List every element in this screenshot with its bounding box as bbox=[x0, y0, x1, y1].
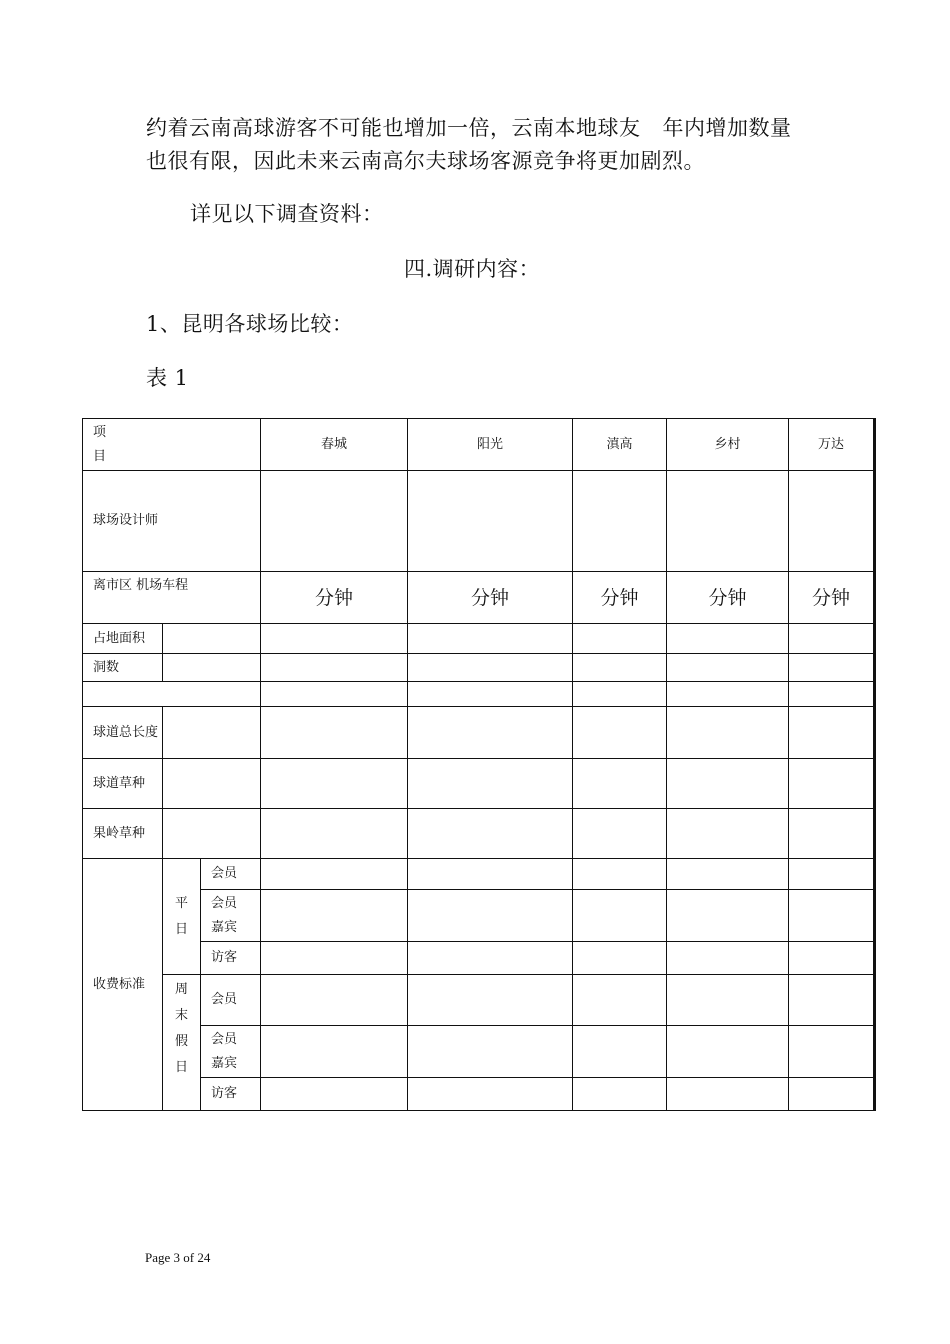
table-row bbox=[83, 759, 875, 809]
table-cell: 分钟 bbox=[408, 572, 573, 624]
header-course: 滇高 bbox=[573, 419, 667, 471]
table-cell: 分钟 bbox=[261, 572, 408, 624]
table-row bbox=[83, 975, 875, 1026]
table-cell bbox=[261, 682, 408, 707]
header-course: 乡村 bbox=[667, 419, 789, 471]
weekend-label: 周 末 假 日 bbox=[163, 975, 201, 1111]
table-cell bbox=[667, 759, 789, 809]
table-cell: 分钟 bbox=[667, 572, 789, 624]
table-cell bbox=[573, 942, 667, 975]
intro-line-1: 约着云南高球游客不可能也增加一倍，云南本地球友 年内增加数量 bbox=[146, 116, 792, 140]
table-cell bbox=[408, 759, 573, 809]
row-label: 会员 嘉宾 bbox=[201, 1026, 261, 1078]
header-course: 春城 bbox=[261, 419, 408, 471]
table-cell bbox=[667, 1026, 789, 1078]
table-cell bbox=[789, 890, 875, 942]
table-cell bbox=[261, 859, 408, 890]
table-cell bbox=[408, 859, 573, 890]
table-caption: 表 1 bbox=[146, 366, 189, 390]
table-cell bbox=[408, 624, 573, 654]
table-cell bbox=[789, 682, 875, 707]
table-cell bbox=[667, 471, 789, 572]
table-cell bbox=[408, 942, 573, 975]
table-row bbox=[83, 1078, 875, 1111]
table-cell bbox=[163, 624, 261, 654]
table-cell bbox=[789, 975, 875, 1026]
table-cell bbox=[667, 890, 789, 942]
table-row bbox=[83, 890, 875, 942]
table-cell bbox=[573, 1078, 667, 1111]
table-cell bbox=[261, 707, 408, 759]
table-cell bbox=[789, 759, 875, 809]
table-cell bbox=[789, 1026, 875, 1078]
table-row bbox=[83, 809, 875, 859]
table-cell bbox=[408, 890, 573, 942]
table-cell bbox=[163, 654, 261, 682]
table-cell bbox=[573, 859, 667, 890]
table-cell bbox=[789, 654, 875, 682]
table-cell bbox=[789, 624, 875, 654]
table-cell bbox=[261, 890, 408, 942]
table-cell bbox=[261, 624, 408, 654]
table-cell bbox=[408, 809, 573, 859]
subsection-heading: 1、昆明各球场比较： bbox=[146, 312, 354, 336]
table-cell bbox=[667, 859, 789, 890]
table-cell bbox=[573, 707, 667, 759]
table-cell bbox=[163, 809, 261, 859]
table-row bbox=[83, 572, 875, 624]
table-cell bbox=[573, 1026, 667, 1078]
table-row bbox=[83, 707, 875, 759]
table-cell bbox=[667, 682, 789, 707]
row-label: 会员 bbox=[201, 975, 261, 1026]
table-cell bbox=[789, 471, 875, 572]
table-cell bbox=[261, 1026, 408, 1078]
detail-text: 详见以下调查资料： bbox=[190, 202, 384, 226]
weekday-label: 平 日 bbox=[163, 859, 201, 975]
row-label: 访客 bbox=[201, 942, 261, 975]
intro-paragraph bbox=[146, 112, 846, 178]
table-cell bbox=[408, 707, 573, 759]
table-cell bbox=[261, 471, 408, 572]
row-label: 访客 bbox=[201, 1078, 261, 1111]
header-course: 万达 bbox=[789, 419, 875, 471]
table-cell bbox=[667, 654, 789, 682]
header-row bbox=[83, 419, 875, 471]
table-cell bbox=[83, 682, 261, 707]
table-cell bbox=[789, 859, 875, 890]
table-cell bbox=[573, 682, 667, 707]
table-row bbox=[83, 1026, 875, 1078]
table-cell bbox=[408, 654, 573, 682]
row-label: 球场设计师 bbox=[83, 471, 261, 572]
table-cell bbox=[573, 890, 667, 942]
table-cell bbox=[667, 975, 789, 1026]
table-cell bbox=[261, 942, 408, 975]
table-row bbox=[83, 654, 875, 682]
table-cell bbox=[408, 975, 573, 1026]
row-label: 会员 嘉宾 bbox=[201, 890, 261, 942]
row-label: 球道总长度 bbox=[83, 707, 163, 759]
table-cell bbox=[789, 707, 875, 759]
table-cell bbox=[261, 809, 408, 859]
row-label: 收费标准 bbox=[83, 859, 163, 1111]
row-label: 会员 bbox=[201, 859, 261, 890]
section-heading: 四.调研内容： bbox=[404, 257, 541, 281]
table-row bbox=[83, 682, 875, 707]
table-cell bbox=[163, 759, 261, 809]
table-cell bbox=[408, 1078, 573, 1111]
table-cell bbox=[789, 809, 875, 859]
table-cell bbox=[789, 942, 875, 975]
table-cell bbox=[573, 809, 667, 859]
table-cell bbox=[163, 707, 261, 759]
table-cell bbox=[573, 471, 667, 572]
table-cell bbox=[789, 1078, 875, 1111]
row-label: 果岭草种 bbox=[83, 809, 163, 859]
table-cell bbox=[261, 654, 408, 682]
table-row bbox=[83, 859, 875, 890]
page-number: Page 3 of 24 bbox=[145, 1250, 211, 1265]
table-cell: 分钟 bbox=[573, 572, 667, 624]
table-cell bbox=[573, 624, 667, 654]
table-cell bbox=[408, 471, 573, 572]
intro-line-2: 也很有限，因此未来云南高尔夫球场客源竞争将更加剧烈。 bbox=[146, 149, 705, 173]
table-cell bbox=[573, 654, 667, 682]
table-cell bbox=[667, 1078, 789, 1111]
header-course: 阳光 bbox=[408, 419, 573, 471]
table-cell bbox=[573, 759, 667, 809]
table-row bbox=[83, 942, 875, 975]
table-cell bbox=[667, 942, 789, 975]
table-cell bbox=[261, 1078, 408, 1111]
row-label: 占地面积 bbox=[83, 624, 163, 654]
table-cell bbox=[408, 682, 573, 707]
header-item-cell: 项 目 bbox=[83, 419, 261, 471]
row-label: 洞数 bbox=[83, 654, 163, 682]
course-comparison-table bbox=[82, 418, 876, 1111]
table-row bbox=[83, 471, 875, 572]
table-cell: 分钟 bbox=[789, 572, 875, 624]
table-cell bbox=[261, 759, 408, 809]
table-cell bbox=[573, 975, 667, 1026]
table-cell bbox=[408, 1026, 573, 1078]
row-label: 离市区 机场车程 bbox=[83, 572, 261, 624]
table-row bbox=[83, 624, 875, 654]
table-cell bbox=[261, 975, 408, 1026]
table-cell bbox=[667, 624, 789, 654]
table-cell bbox=[667, 809, 789, 859]
row-label: 球道草种 bbox=[83, 759, 163, 809]
table-cell bbox=[667, 707, 789, 759]
